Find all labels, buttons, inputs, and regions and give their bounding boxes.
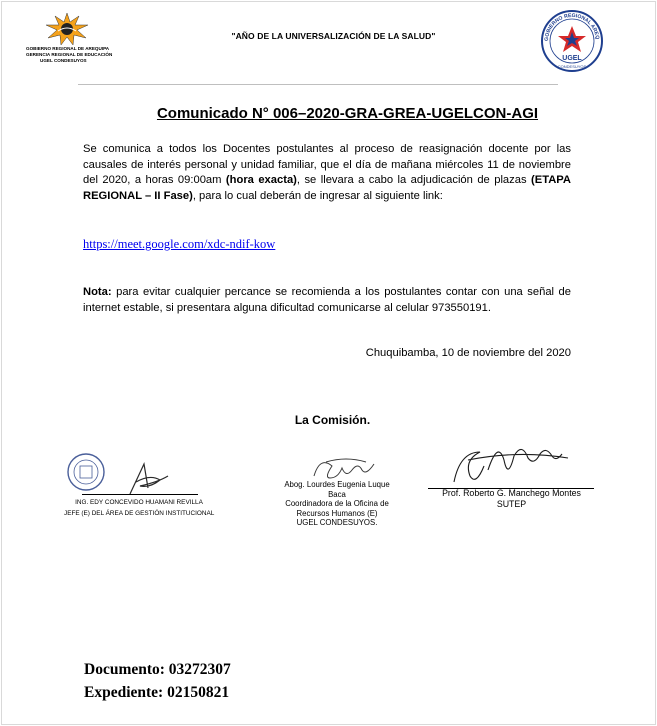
document-number: Documento: 03272307 bbox=[84, 661, 231, 678]
logo-org-line-1: GOBIERNO REGIONAL DE AREQUIPA bbox=[26, 46, 110, 51]
signer-line-3: Coordinadora de la Oficina de bbox=[285, 499, 389, 509]
logo-org-line-2: GERENCIA REGIONAL DE EDUCACIÓN bbox=[26, 52, 113, 57]
file-number: Expediente: 02150821 bbox=[84, 684, 230, 701]
signer-line-2: Baca bbox=[328, 489, 346, 499]
ugel-seal-icon bbox=[540, 8, 604, 74]
committee-heading: La Comisión. bbox=[294, 413, 371, 427]
signer-name: Prof. Roberto G. Manchego Montes bbox=[442, 488, 581, 498]
signature-scribble-icon bbox=[448, 440, 588, 490]
svg-text:CONDESUYOS: CONDESUYOS bbox=[557, 64, 587, 69]
signature-line bbox=[82, 494, 198, 495]
signer-line-5: UGEL CONDESUYOS. bbox=[296, 518, 378, 528]
signer-role: JEFE (E) DEL ÁREA DE GESTIÓN INSTITUCIONAL bbox=[64, 510, 215, 517]
year-motto: "AÑO DE LA UNIVERSALIZACIÓN DE LA SALUD" bbox=[231, 31, 436, 41]
official-stamp-icon bbox=[66, 452, 110, 492]
signature-scribble-icon bbox=[122, 458, 182, 498]
exact-time-note: (hora exacta) bbox=[225, 174, 297, 186]
signer-line-1: Abog. Lourdes Eugenia Luque bbox=[284, 480, 390, 489]
signer-line-4: Recursos Humanos (E) bbox=[296, 508, 378, 518]
signer-name: ING. EDY CONCEVIDO HUAMANI REVILLA bbox=[75, 499, 203, 506]
meeting-link[interactable]: https://meet.google.com/xdc-ndif-kow bbox=[83, 237, 276, 251]
svg-text:UGEL: UGEL bbox=[562, 55, 582, 62]
note-label: Nota: bbox=[83, 286, 112, 298]
note-paragraph: Nota: para evitar cualquier percance se recomienda a los postulantes contar con una señal de internet estable, si presentara alguna dificultad comunicarse al celular 973550191. bbox=[83, 286, 571, 314]
stage-label: (ETAPA REGIONAL – II Fase) bbox=[83, 174, 571, 202]
ugel-seal-logo bbox=[540, 8, 604, 79]
document-title: Comunicado N° 006–2020-GRA-GREA-UGELCON-AGI bbox=[156, 105, 539, 122]
logo-org-line-3: UGEL CONDESUYOS bbox=[40, 58, 87, 63]
place-date: Chuquibamba, 10 de noviembre del 2020 bbox=[365, 347, 571, 359]
header-divider bbox=[78, 84, 558, 85]
svg-text:GOBIERNO REGIONAL AREQUIPA: GOBIERNO REGIONAL AREQ bbox=[543, 12, 601, 42]
signer-role: SUTEP bbox=[496, 499, 527, 509]
announcement-paragraph: Se comunica a todos los Docentes postulantes al proceso de reasignación docente por las causales de interés personal y unidad familiar, que el día de mañana miércoles 11 de noviembre del 2020, a horas 09:00am (hora exacta), se llevara a cabo la adjudicación de plazas (ETAPA REGIONAL – II Fase), para lo cual deberán de ingresar al siguiente link: bbox=[83, 143, 571, 202]
